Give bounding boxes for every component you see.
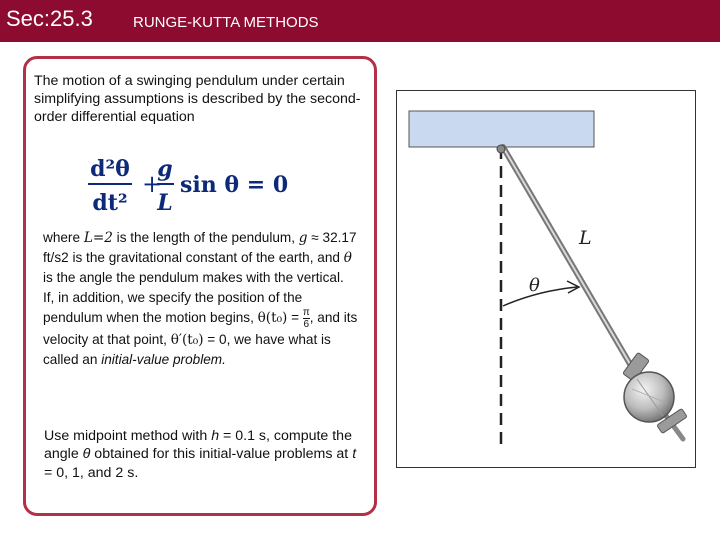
section-title: RUNGE-KUTTA METHODS	[133, 14, 319, 31]
section-number: Sec:25.3	[6, 6, 93, 31]
eq-den-right: L	[157, 190, 173, 216]
description-text: where L=2 is the length of the pendulum, g ≈ 32.17 ft/s2 is the gravitational constant of the earth, and θ is the angle the pendulum makes with the vertical. If, in addition, we specify the position of the pendulum when the motion begins, θ(t₀) = $\frac{\pi}{6}$ , and its velocity at that point, θ′(t₀) = 0, we have what is called an initial-value problem.	[43, 230, 358, 368]
initial-condition-2: θ′(t₀)	[170, 331, 204, 348]
pivot-point	[497, 145, 505, 153]
theta-variable-task: θ	[82, 446, 91, 463]
length-label: L	[579, 227, 592, 249]
length-definition: L=2	[83, 230, 113, 246]
eq-plus: +	[142, 170, 163, 198]
eq-num-right: g	[157, 156, 173, 182]
g-variable: g	[298, 230, 308, 246]
ceiling-block	[409, 111, 594, 147]
theta-variable: θ	[343, 250, 352, 267]
pendulum-bob	[623, 352, 688, 433]
eq-sin-part: sin θ = 0	[180, 172, 289, 198]
title-bar	[0, 0, 720, 42]
angle-label: θ	[529, 275, 540, 296]
pi-over-6: $\frac{\pi}{6}$	[302, 306, 310, 330]
h-variable: h	[211, 428, 220, 444]
initial-condition-1: θ(t₀)	[257, 309, 288, 326]
pendulum-equation	[84, 152, 304, 222]
task-text: Use midpoint method with h = 0.1 s, compute the angle θ obtained for this initial-value problems at t = 0, 1, and 2 s.	[44, 428, 357, 481]
pendulum-diagram	[397, 91, 697, 469]
ivp-term: initial-value problem.	[101, 352, 226, 368]
angle-arc	[503, 287, 577, 306]
intro-text: The motion of a swinging pendulum under certain simplifying assumptions is described by the second-order differential equation	[34, 73, 361, 125]
t-variable: t	[352, 446, 357, 463]
eq-num-left: d²θ	[90, 156, 130, 182]
eq-den-left: dt²	[92, 190, 128, 216]
pendulum-figure	[396, 90, 696, 468]
